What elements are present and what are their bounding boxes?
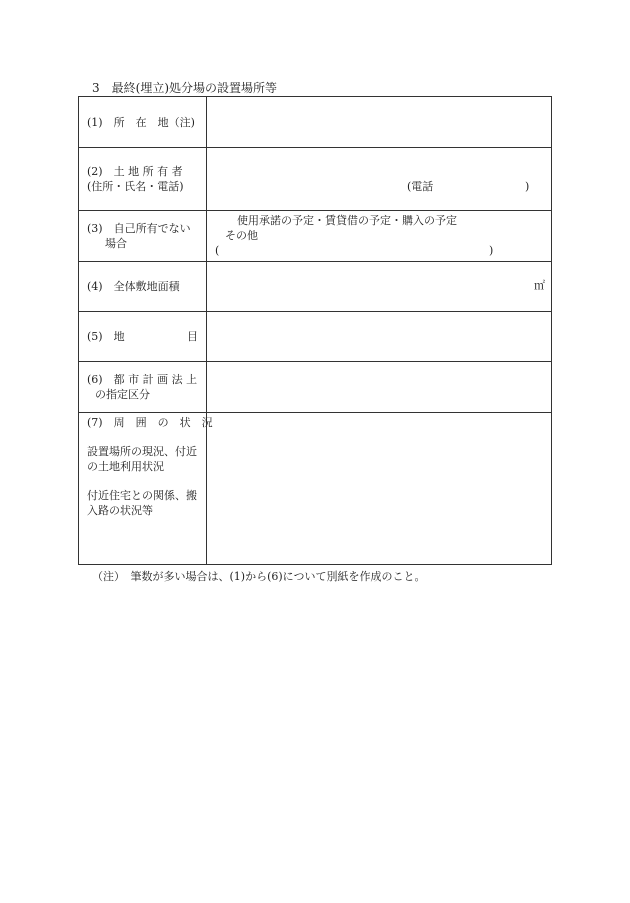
- label-zoning: [79, 362, 207, 413]
- option-other-text: その他: [225, 229, 258, 242]
- table-row-landowner: [79, 148, 552, 211]
- phone-close-text: ): [525, 180, 530, 193]
- total-area-field[interactable]: [207, 262, 552, 312]
- label-surroundings-line5: 入路の状況等: [87, 504, 153, 517]
- label-total-area: [79, 262, 207, 312]
- label-surroundings-line1: (7) 周 囲 の 状 況: [87, 416, 213, 429]
- label-zoning-line1: (6) 都 市 計 画 法 上: [87, 373, 198, 386]
- label-surroundings-line3: の土地利用状況: [87, 460, 164, 473]
- table-row-location: [79, 97, 552, 148]
- label-zoning-line2: の指定区分: [95, 388, 150, 401]
- table-row-surroundings: [79, 413, 552, 565]
- land-category-field[interactable]: [207, 312, 552, 362]
- label-landowner-line2: (住所・氏名・電話): [87, 180, 184, 193]
- label-land-category: [79, 312, 207, 362]
- paren-open-text: (: [215, 244, 220, 257]
- table-row-not-self-owned: [79, 211, 552, 262]
- option-plans-text: 使用承諾の予定・賃貸借の予定・購入の予定: [237, 214, 457, 227]
- table-row-total-area: [79, 262, 552, 312]
- label-not-self-owned-line1: (3) 自己所有でない: [87, 222, 191, 235]
- surroundings-field[interactable]: [207, 413, 552, 565]
- not-self-owned-field[interactable]: [207, 211, 552, 262]
- label-total-area-text: (4) 全体敷地面積: [87, 280, 180, 293]
- label-land-category-text: (5) 地: [87, 330, 125, 343]
- installation-site-form-table: [78, 96, 552, 565]
- label-location-text: (1) 所 在 地（注): [87, 115, 195, 129]
- footnote: （注） 筆数が多い場合は、(1)から(6)について別紙を作成のこと。: [92, 570, 426, 583]
- label-landowner-line1: (2) 土 地 所 有 者: [87, 165, 183, 178]
- label-not-self-owned: [79, 211, 207, 262]
- label-not-self-owned-line2: 場合: [105, 237, 127, 250]
- table-row-land-category: [79, 312, 552, 362]
- location-field[interactable]: [207, 97, 552, 148]
- label-surroundings-line2: 設置場所の現況、付近: [87, 445, 197, 458]
- label-surroundings-line4: 付近住宅との関係、搬: [87, 489, 197, 502]
- area-unit-text: ㎡: [534, 279, 545, 292]
- landowner-field[interactable]: [207, 148, 552, 211]
- table-row-zoning: [79, 362, 552, 413]
- form-section-title: 3 最終(埋立)処分場の設置場所等: [92, 81, 277, 95]
- label-surroundings: [79, 413, 213, 565]
- phone-open-text: (電話: [407, 180, 434, 193]
- label-land-category-right: 目: [187, 330, 198, 343]
- label-location: [79, 97, 207, 148]
- zoning-field[interactable]: [207, 362, 552, 413]
- label-landowner: [79, 148, 207, 211]
- paren-close-text: ): [489, 244, 494, 257]
